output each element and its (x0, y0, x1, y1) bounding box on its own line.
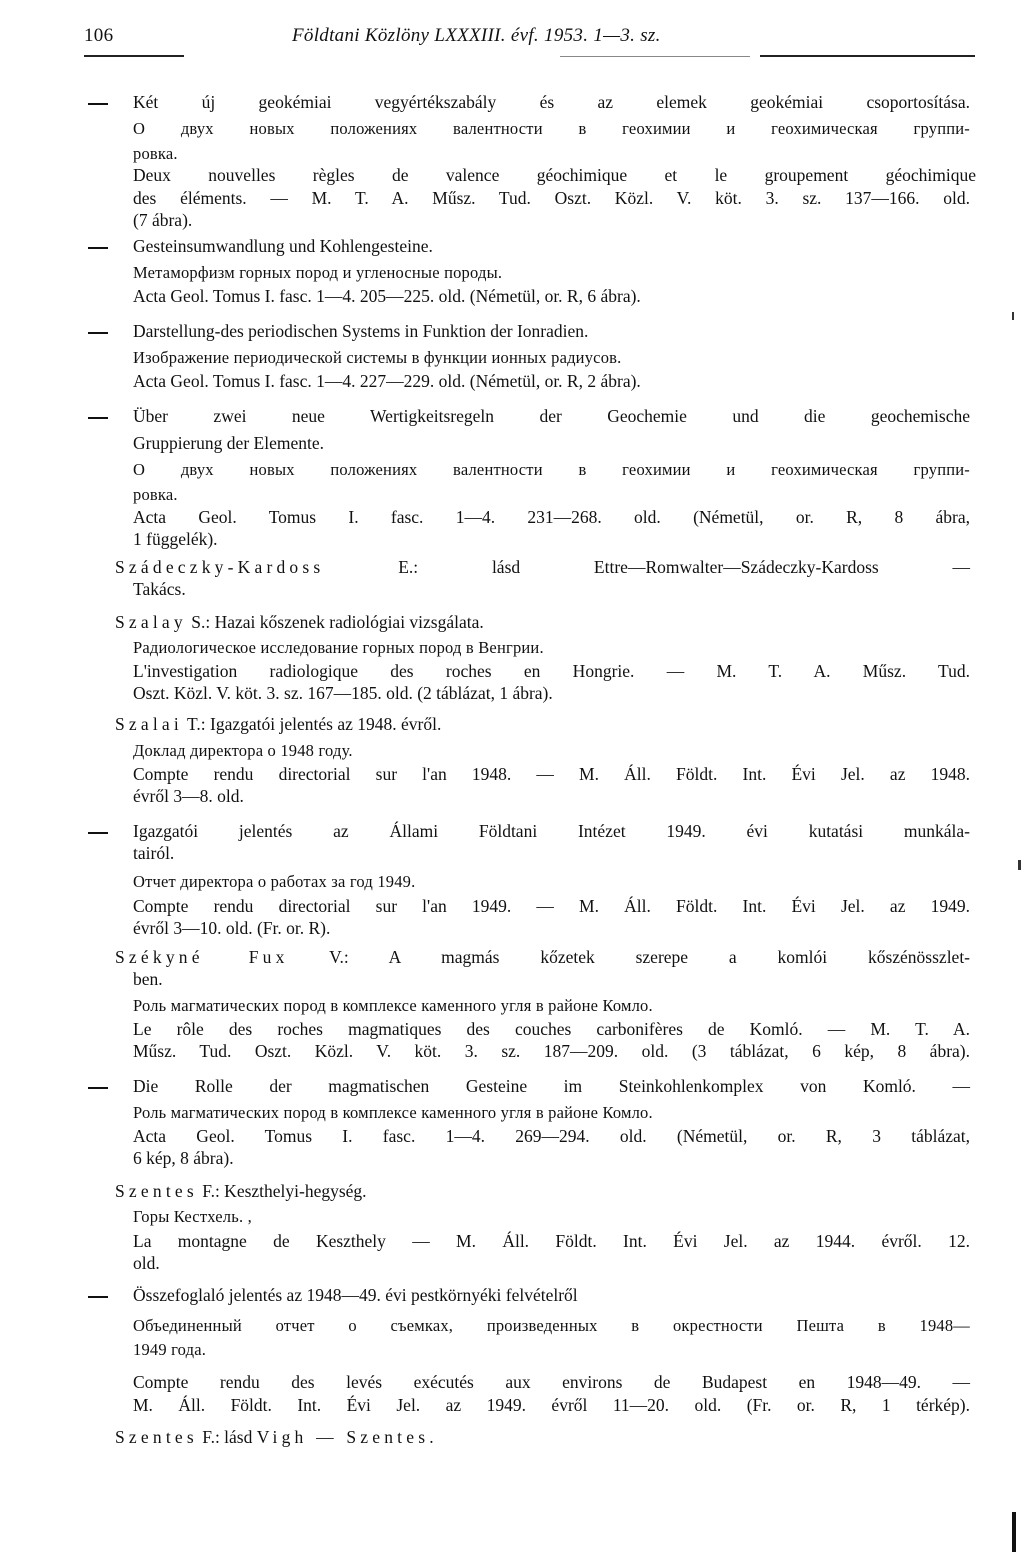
entry-dash (88, 1087, 108, 1089)
running-header (84, 18, 980, 54)
bibliography-line (133, 1206, 252, 1228)
line-text: Le rôle des roches magmatiques des couches carbonifères de Komló. — M. T. A. (133, 1019, 970, 1039)
author-name: Szentes (115, 1427, 198, 1447)
line-text: Acta Geol. Tomus I. fasc. 1—4. 227—229. old. (Németül, or. R, 2 ábra). (133, 371, 641, 391)
bibliography-line (133, 871, 415, 893)
line-text: Két új geokémiai vegyértékszabály és az elemek geokémiai csoportosítása. (133, 92, 970, 112)
bibliography-line (133, 1371, 970, 1393)
entry-dash (88, 103, 108, 105)
bibliography-line (133, 118, 970, 140)
line-text: old. (133, 1253, 160, 1273)
bibliography-line (133, 1018, 970, 1040)
line-text: La montagne de Keszthely — M. Áll. Földt. Int. Évi Jel. az 1944. évről. 12. (133, 1231, 970, 1251)
line-text: Роль магматических пород в комплексе каменного угля в районе Комло. (133, 1103, 653, 1122)
line-text: Deux nouvelles règles de valence géochimique et le groupement géochimique (133, 165, 976, 185)
line-text: Объединенный отчет о съемках, произведенных в окрестности Пешта в 1948— (133, 1316, 970, 1335)
header-rule-middle (560, 56, 750, 57)
bibliography-line (133, 370, 641, 392)
line-text: L'investigation radiologique des roches en Hongrie. — M. T. A. Műsz. Tud. (133, 661, 970, 681)
line-text: F.: lásd (202, 1427, 253, 1447)
line-text: 1949 года. (133, 1340, 207, 1359)
line-text: Über zwei neue Wertigkeitsregeln der Geochemie und die geochemische (133, 406, 970, 426)
line-text: Метаморфизм горных пород и угленосные породы. (133, 263, 503, 282)
line-text: ровка. (133, 485, 178, 504)
line-text: Compte rendu directorial sur l'an 1949. — M. Áll. Földt. Int. Évi Jel. az 1949. (133, 896, 970, 916)
entry-dash (88, 1296, 108, 1298)
line-text: 6 kép, 8 ábra). (133, 1148, 234, 1168)
journal-title: Földtani Közlöny LXXXIII. évf. 1953. 1—3. sz. (292, 25, 661, 46)
author-name: Szalai (115, 714, 183, 734)
bibliography-line (133, 968, 163, 990)
bibliography-line (133, 1075, 970, 1097)
author-entry-line (115, 946, 970, 968)
line-text: Отчет директора о работах за год 1949. (133, 872, 416, 891)
line-text: Доклад директора о 1948 году. (133, 741, 353, 760)
bibliography-line (133, 432, 324, 454)
line-text: ровка. (133, 144, 178, 163)
bibliography-line (133, 506, 970, 528)
bibliography-line (133, 235, 433, 257)
bibliography-line (133, 1284, 578, 1306)
bibliography-line (133, 1125, 970, 1147)
bibliography-line (133, 637, 544, 659)
line-text: Die Rolle der magmatischen Gesteine im Steinkohlenkomplex von Komló. — (133, 1076, 970, 1096)
line-text: Горы Кестхель. , (133, 1207, 252, 1226)
bibliography-line (133, 459, 970, 481)
scan-speck (1018, 860, 1021, 870)
line-text: S.: Hazai kőszenek radiológiai vizsgálata. (191, 612, 484, 632)
bibliography-line (133, 995, 653, 1017)
bibliography-line (133, 1394, 970, 1416)
bibliography-line (133, 91, 970, 113)
line-text: (7 ábra). (133, 210, 193, 230)
scan-mark (1012, 1512, 1016, 1552)
author-entry-line (115, 556, 970, 578)
bibliography-line (133, 740, 353, 762)
line-text: Acta Geol. Tomus I. fasc. 1—4. 231—268. old. (Németül, or. R, 8 ábra, (133, 507, 970, 527)
cross-reference-author: Vigh — Szentes. (256, 1427, 438, 1447)
bibliography-line (133, 917, 330, 939)
bibliography-line (133, 187, 970, 209)
line-text: Acta Geol. Tomus I. fasc. 1—4. 205—225. old. (Németül, or. R, 6 ábra). (133, 286, 641, 306)
line-text: О двух новых положениях валентности в геохимии и геохимическая группи- (133, 460, 970, 479)
line-text: T.: Igazgatói jelentés az 1948. évről. (187, 714, 442, 734)
bibliography-line (133, 262, 502, 284)
line-text: des éléments. — M. T. A. Műsz. Tud. Oszt. Közl. V. köt. 3. sz. 137—166. old. (133, 188, 970, 208)
bibliography-line (133, 164, 976, 186)
author-entry-line (115, 1180, 367, 1202)
author-entry-line (115, 1426, 438, 1448)
bibliography-line (133, 842, 174, 864)
bibliography-line (133, 763, 970, 785)
entry-dash (88, 247, 108, 249)
line-text: Gesteinsumwandlung und Kohlengesteine. (133, 236, 433, 256)
line-text: Műsz. Tud. Oszt. Közl. V. köt. 3. sz. 187—209. old. (3 táblázat, 6 kép, 8 ábra). (133, 1041, 970, 1061)
line-text: E.: lásd Ettre—Romwalter—Szádeczky-Kardoss — (398, 557, 971, 577)
bibliography-line (133, 578, 186, 600)
scan-speck (1012, 312, 1014, 320)
line-text: ben. (133, 969, 163, 989)
line-text: Acta Geol. Tomus I. fasc. 1—4. 269—294. old. (Németül, or. R, 3 táblázat, (133, 1126, 970, 1146)
line-text: F.: Keszthelyi-hegység. (202, 1181, 367, 1201)
line-text: Роль магматических пород в комплексе каменного угля в районе Комло. (133, 996, 653, 1015)
bibliography-line (133, 143, 178, 165)
author-name: Szádeczky-Kardoss (115, 557, 325, 577)
line-text: évről 3—10. old. (Fr. or. R). (133, 918, 331, 938)
bibliography-line (133, 1315, 970, 1337)
line-text: О двух новых положениях валентности в геохимии и геохимическая группи- (133, 119, 970, 138)
bibliography-line (133, 1102, 653, 1124)
author-name: Szentes (115, 1181, 198, 1201)
line-text: Compte rendu directorial sur l'an 1948. — M. Áll. Földt. Int. Évi Jel. az 1948. (133, 764, 970, 784)
bibliography-line (133, 1230, 970, 1252)
line-text: M. Áll. Földt. Int. Évi Jel. az 1949. évről 11—20. old. (Fr. or. R, 1 térkép). (133, 1395, 970, 1415)
header-rule-left (84, 55, 184, 57)
line-text: Takács. (133, 579, 186, 599)
bibliography-line (133, 895, 970, 917)
author-name: Szalay (115, 612, 187, 632)
line-text: Gruppierung der Elemente. (133, 433, 324, 453)
bibliography-line (133, 820, 970, 842)
bibliography-line (133, 347, 621, 369)
line-text: Изображение периодической системы в функции ионных радиусов. (133, 348, 622, 367)
header-rule-right (760, 55, 975, 57)
author-entry-line (115, 611, 484, 633)
line-text: Радиологическое исследование горных пород в Венгрии. (133, 638, 544, 657)
entry-dash (88, 832, 108, 834)
bibliography-line (133, 1040, 970, 1062)
bibliography-line (133, 682, 553, 704)
bibliography-line (133, 528, 218, 550)
line-text: Darstellung-des periodischen Systems in Funktion der Ionradien. (133, 321, 589, 341)
bibliography-line (133, 405, 970, 427)
bibliography-line (133, 320, 588, 342)
bibliography-line (133, 785, 244, 807)
bibliography-line (133, 660, 970, 682)
bibliography-line (133, 209, 192, 231)
line-text: 1 függelék). (133, 529, 218, 549)
entry-dash (88, 417, 108, 419)
bibliography-line (133, 1147, 234, 1169)
line-text: Összefoglaló jelentés az 1948—49. évi pestkörnyéki felvételről (133, 1285, 578, 1305)
line-text: Oszt. Közl. V. köt. 3. sz. 167—185. old. (2 táblázat, 1 ábra). (133, 683, 553, 703)
author-entry-line (115, 713, 441, 735)
author-name: Székyné Fux (115, 947, 289, 967)
line-text: Compte rendu des levés exécutés aux environs de Budapest en 1948—49. — (133, 1372, 970, 1392)
bibliography-line (133, 484, 178, 506)
line-text: Igazgatói jelentés az Állami Földtani Intézet 1949. évi kutatási munkála- (133, 821, 970, 841)
line-text: tairól. (133, 843, 175, 863)
bibliography-line (133, 1252, 160, 1274)
entry-dash (88, 332, 108, 334)
bibliography-line (133, 285, 641, 307)
page-number: 106 (84, 25, 114, 46)
line-text: évről 3—8. old. (133, 786, 244, 806)
bibliography-line (133, 1339, 206, 1361)
line-text: V.: A magmás kőzetek szerepe a komlói kőszénösszlet- (329, 947, 971, 967)
